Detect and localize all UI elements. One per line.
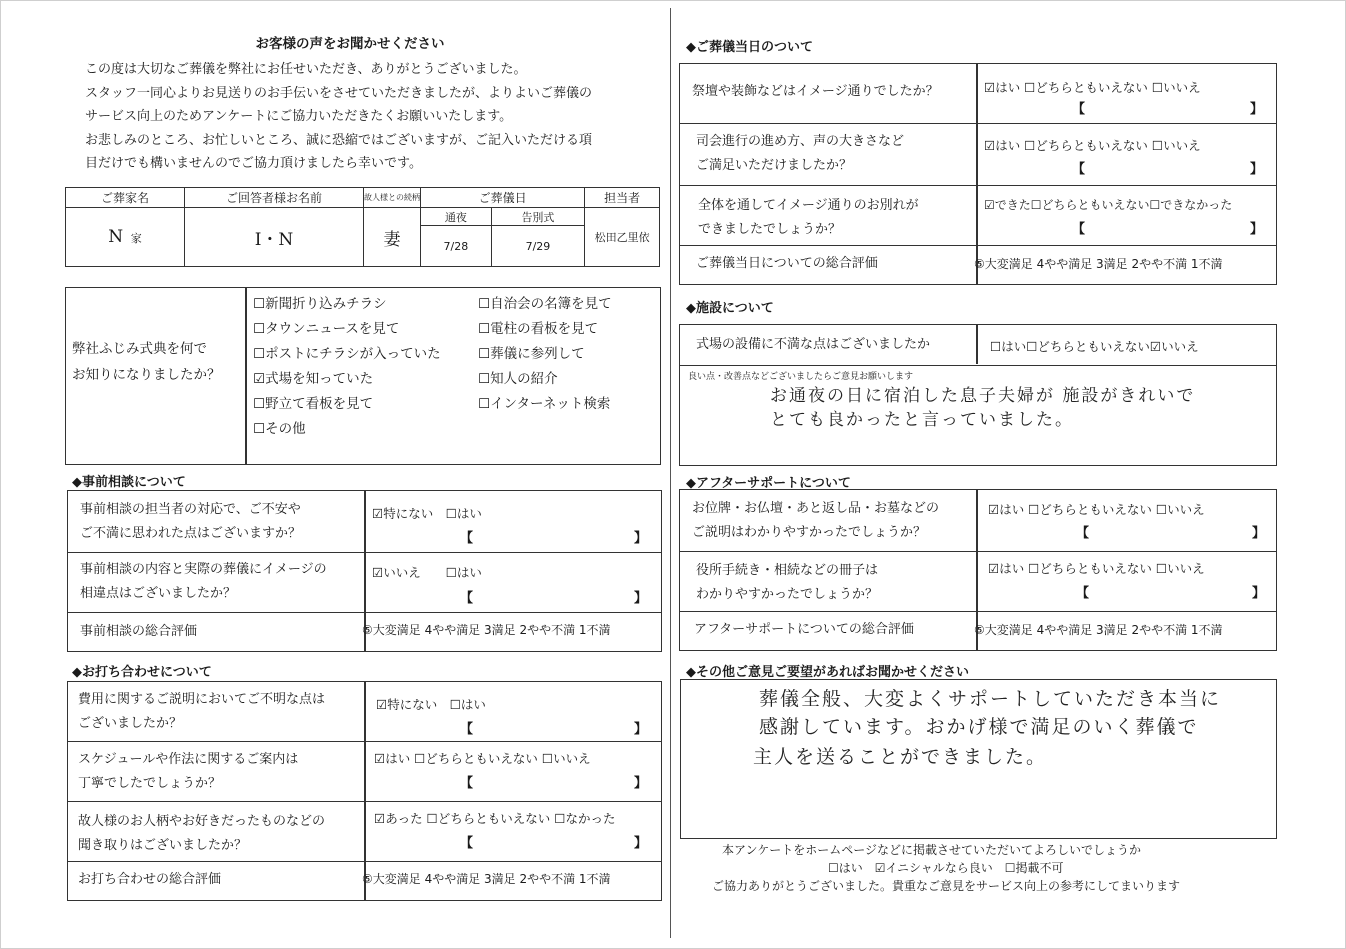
question-line: スケジュールや作法に関するご案内は: [78, 752, 299, 767]
rating-options[interactable]: ⑤大変満足 4やや満足 3満足 2やや不満 1不満: [362, 623, 611, 637]
publish-consent-question: 本アンケートをホームページなどに掲載させていただいてよろしいでしょうか: [722, 843, 1142, 857]
header-relation: 故人様との続柄: [364, 188, 421, 208]
header-respondent-name: ご回答者様お名前: [185, 188, 364, 208]
intro-line: 目だけでも構いませんのでご協力頂けましたら幸いです。: [85, 156, 422, 171]
bracket-left: 【: [1072, 162, 1086, 177]
section-heading-other: ◆その他ご意見ご要望があればお聞かせください: [686, 665, 969, 680]
question-line: できましたでしょうか？: [698, 222, 842, 237]
media-option-association[interactable]: ☐自治会の名簿を見て: [478, 296, 612, 312]
after-q3-row: [680, 612, 1276, 650]
answer-options[interactable]: ☑あった ☐どちらともいえない ☐なかった: [374, 811, 616, 826]
facility-comment-line: お通夜の日に宿泊した息子夫婦が 施設がきれいで: [770, 386, 1196, 406]
bracket-left: 【: [1072, 222, 1086, 237]
after-q1-row: [680, 490, 1276, 552]
question-text: 式場の設備に不満な点はございましたか: [696, 337, 931, 352]
rating-options[interactable]: ⑤大変満足 4やや満足 3満足 2やや不満 1不満: [362, 872, 611, 886]
answer-options[interactable]: ☑はい ☐どちらともいえない ☐いいえ: [984, 138, 1201, 153]
answer-options[interactable]: ☑はい ☐どちらともいえない ☐いいえ: [988, 502, 1205, 517]
bracket-left: 【: [460, 836, 474, 851]
answer-divider: [976, 325, 978, 364]
survey-title: お客様の声をお聞かせください: [255, 36, 445, 52]
question-text: [692, 497, 939, 545]
question-text: 祭壇や装飾などはイメージ通りでしたか？: [692, 84, 939, 99]
bracket-right: 】: [634, 836, 648, 851]
respondent-name: I・N: [185, 208, 364, 267]
relation-value: 妻: [364, 208, 421, 267]
header-wake: 通夜: [421, 208, 492, 226]
publish-consent-options[interactable]: ☐はい ☑イニシャルなら良い ☐掲載不可: [828, 861, 1064, 875]
pre-q3-row: [68, 613, 661, 651]
question-text: [696, 130, 904, 178]
media-option-referral[interactable]: ☐知人の紹介: [478, 371, 558, 387]
funeral-day-box: [679, 63, 1277, 285]
question-line: 相違点はございましたか？: [80, 586, 237, 601]
question-line: 聞き取りはございましたか？: [78, 838, 248, 853]
bracket-left: 【: [460, 591, 474, 606]
pre-q1-row: [68, 491, 661, 553]
pre-q2-row: [68, 553, 661, 613]
answer-options[interactable]: ☑特にない ☐はい: [376, 697, 486, 712]
media-question-line: 弊社ふじみ式典を何で: [72, 341, 207, 357]
meet-q1-row: [68, 682, 661, 742]
after-support-box: [679, 489, 1277, 651]
media-option-pole-sign[interactable]: ☐電柱の看板を見て: [478, 321, 599, 337]
intro-line: この度は大切なご葬儀を弊社にお任せいただき、ありがとうございました。: [85, 62, 527, 77]
media-question-line: お知りになりましたか？: [72, 367, 221, 383]
other-comment-line: 主人を送ることができました。: [753, 746, 1048, 768]
intro-line: スタッフ一同心よりお見送りのお手伝いをさせていただきましたが、よりよいご葬儀の: [85, 85, 593, 101]
intro-line: お悲しみのところ、お忙しいところ、誠に恐縮ではございますが、ご記入いただける項: [85, 132, 593, 148]
meet-q4-row: [68, 862, 661, 900]
intro-text: [85, 58, 645, 176]
question-text: [80, 558, 327, 606]
question-line: 丁寧でしたでしょうか？: [78, 776, 222, 791]
answer-options[interactable]: ☑特にない ☐はい: [372, 506, 482, 521]
day-q2-row: [680, 124, 1276, 186]
funeral-date: 7/29: [491, 226, 585, 267]
question-line: 故人様のお人柄やお好きだったものなどの: [78, 814, 326, 829]
intro-line: サービス向上のためアンケートにご協力いただきたくお願いいたします。: [85, 109, 513, 124]
bracket-right: 】: [1252, 586, 1266, 601]
bracket-left: 【: [1076, 586, 1090, 601]
question-line: 全体を通してイメージ通りのお別れが: [698, 198, 919, 213]
meet-q2-row: [68, 742, 661, 802]
answer-options[interactable]: ☑はい ☐どちらともいえない ☐いいえ: [374, 751, 591, 766]
question-line: 事前相談の内容と実際の葬儀にイメージの: [80, 562, 327, 577]
header-family: ご葬家名: [66, 188, 185, 208]
media-option-flyer[interactable]: ☐ポストにチラシが入っていた: [253, 346, 441, 362]
answer-options[interactable]: ☐はい☐どちらともいえない☑いいえ: [990, 339, 1199, 354]
other-comments-box[interactable]: [680, 679, 1277, 839]
family-suffix: 家: [130, 232, 142, 246]
media-option-signboard[interactable]: ☐野立て看板を見て: [253, 396, 374, 412]
family-name-cell: [66, 208, 185, 267]
rating-options[interactable]: ⑤大変満足 4やや満足 3満足 2やや不満 1不満: [974, 623, 1223, 637]
facility-comment-line: とても良かったと言っていました。: [770, 410, 1074, 430]
question-line: 費用に関するご説明においてご不明な点は: [78, 692, 326, 707]
answer-options[interactable]: ☑できた☐どちらともいえない☐できなかった: [984, 198, 1233, 212]
header-funeral-date: ご葬儀日: [421, 188, 585, 208]
meeting-box: [67, 681, 662, 901]
meet-q3-row: [68, 802, 661, 862]
media-option-venue[interactable]: ☑式場を知っていた: [253, 371, 374, 387]
day-q1-row: [680, 64, 1276, 124]
day-q3-row: [680, 186, 1276, 246]
question-line: わかりやすかったでしょうか？: [696, 587, 879, 602]
question-line: ご説明はわかりやすかったでしょうか？: [692, 525, 927, 540]
answer-options[interactable]: ☑いいえ ☐はい: [372, 565, 482, 580]
media-option-other[interactable]: ☐その他: [253, 421, 306, 437]
bracket-right: 】: [1252, 526, 1266, 541]
media-option-internet[interactable]: ☐インターネット検索: [478, 396, 611, 412]
media-question: [72, 336, 221, 388]
rating-options[interactable]: ⑤大変満足 4やや満足 3満足 2やや不満 1不満: [974, 257, 1223, 271]
section-heading-meeting: ◆お打ち合わせについて: [72, 665, 212, 680]
bracket-right: 】: [634, 776, 648, 791]
bracket-left: 【: [460, 776, 474, 791]
info-table: [65, 187, 660, 267]
bracket-left: 【: [460, 722, 474, 737]
bracket-left: 【: [1072, 102, 1086, 117]
question-line: 事前相談の担当者の対応で、ご不安や: [80, 502, 301, 517]
facility-box: [679, 324, 1277, 466]
bracket-right: 】: [634, 722, 648, 737]
pre-consult-box: [67, 490, 662, 652]
other-comment-line: 感謝しています。おかげ様で満足のいく葬儀で: [759, 716, 1199, 738]
question-line: ございましたか？: [78, 716, 183, 731]
question-text: 事前相談の総合評価: [80, 624, 198, 639]
staff-name: 松田乙里依: [585, 208, 660, 267]
question-text: ご葬儀当日についての総合評価: [696, 256, 878, 271]
comment-label: 良い点・改善点などございましたらご意見お願いします: [688, 372, 914, 382]
section-heading-facility: ◆施設について: [686, 301, 774, 316]
question-text: [698, 194, 919, 242]
after-q2-row: [680, 552, 1276, 612]
day-q4-row: [680, 246, 1276, 284]
media-option-newspaper[interactable]: ☐新聞折り込みチラシ: [253, 296, 387, 312]
question-line: 役所手続き・相続などの冊子は: [696, 563, 879, 578]
section-heading-after: ◆アフターサポートについて: [686, 476, 851, 491]
answer-options[interactable]: ☑はい ☐どちらともいえない ☐いいえ: [984, 80, 1201, 95]
media-option-town-news[interactable]: ☐タウンニュースを見て: [253, 321, 400, 337]
question-line: 司会進行の進め方、声の大きさなど: [696, 134, 905, 149]
question-text: アフターサポートについての総合評価: [694, 622, 914, 637]
thank-you-note: ご協力ありがとうございました。貴重なご意見をサービス向上の参考にしてまいります: [712, 879, 1181, 893]
question-line: ご不満に思われた点はございますか？: [80, 526, 302, 541]
question-text: [80, 498, 301, 546]
family-initial: N: [108, 227, 124, 248]
page-fold-line: [670, 8, 671, 938]
media-divider: [245, 288, 247, 464]
question-text: [78, 688, 325, 736]
bracket-right: 】: [1250, 222, 1264, 237]
question-line: お位牌・お仏壇・あと返し品・お墓などの: [692, 501, 940, 516]
question-text: [78, 748, 298, 796]
answer-options[interactable]: ☑はい ☐どちらともいえない ☐いいえ: [988, 561, 1205, 576]
question-line: ご満足いただけましたか？: [696, 158, 853, 173]
header-funeral: 告別式: [491, 208, 585, 226]
question-text: [696, 559, 878, 607]
media-question-box: [65, 287, 661, 465]
bracket-right: 】: [634, 591, 648, 606]
other-comment-line: 葬儀全般、大変よくサポートしていただき本当に: [759, 688, 1222, 710]
media-option-attended[interactable]: ☐葬儀に参列して: [478, 346, 585, 362]
bracket-left: 【: [1076, 526, 1090, 541]
header-staff: 担当者: [585, 188, 660, 208]
question-text: [78, 810, 325, 858]
section-heading-day: ◆ご葬儀当日のついて: [686, 40, 813, 55]
section-heading-pre: ◆事前相談について: [72, 475, 186, 490]
question-text: お打ち合わせの総合評価: [78, 872, 222, 887]
wake-date: 7/28: [421, 226, 492, 267]
bracket-left: 【: [460, 531, 474, 546]
facility-q1-row: [680, 325, 1276, 366]
bracket-right: 】: [1250, 102, 1264, 117]
bracket-right: 】: [634, 531, 648, 546]
bracket-right: 】: [1250, 162, 1264, 177]
